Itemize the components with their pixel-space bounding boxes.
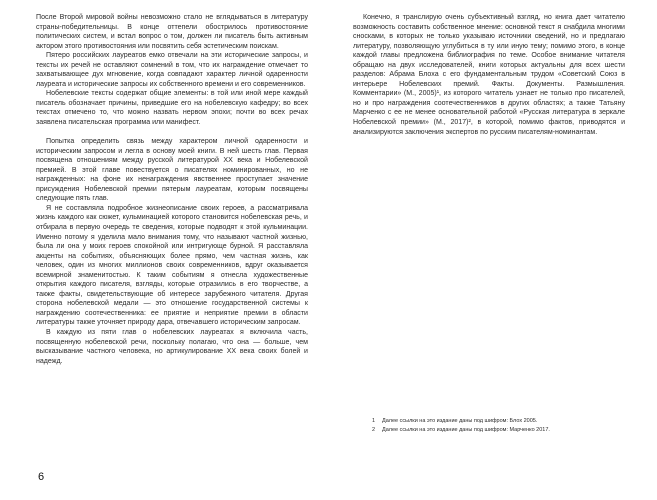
right-page-text — [353, 13, 625, 137]
paragraph: Пятеро российских лауреатов емко отвечали на эти исторические запросы, и тексты их речей не оставляют сомнений в том, что их награждение отмечает то захватывающее дух мгновение, когда совпадают характер личной одаренности лауреата и исторические запросы их собственного времени и его современников. — [36, 52, 308, 88]
paragraph: Нобелевские тексты содержат общие элементы: в той или иной мере каждый писатель обозначает причины, приведшие его на нобелевскую кафедру; во всех текстах отмечено то, что можно назвать нервом эпохи; почти во всех речах заявлена писательская программа или манифест. — [36, 90, 308, 127]
footnote — [372, 426, 632, 435]
paragraph: Конечно, я транслирую очень субъективный взгляд, но книга дает читателю возможность составить собственное мнение: основной текст я снабдила многими сносками, в которых не только указываю источники сведений, но и предлагаю литературу, позволяющую углубиться в ту или иную тему; помимо этого, в конце каждой главы предложена библиография по теме. Особое внимание читателя обращаю на двух исследователей, книги которых актуальны для всех шести разделов: Абрама Блоха с его фундаментальным трудом «Советский Союз в интерьере Нобелевских премий. Факты. Документы. Размышления. Комментарии» (М., 2005)¹, из которого читатель узнает не только про писателей, но и про награждения соотечественников в других областях; а также Татьяну Марченко с ее не менее основательной работой «Русская литература в зеркале Нобелевской премии» (М., 2017)², в которой, помимо фактов, приводятся и анализируются заключения экспертов по русским писателям-номинантам. — [353, 14, 625, 136]
page-number: 6 — [38, 471, 45, 483]
footnote-text: Далее ссылки на это издание даны под шифром: Марченко 2017. — [382, 426, 550, 433]
paragraph: Я не составляла подробное жизнеописание своих героев, а рассматривала жизнь каждого как сюжет, кульминацией которого становится нобелевская речь, и отбирала в первую очередь те сведения, которые подводят к этой кульминации. Именно потому я уделила мало внимания тому, что называют частной жизнью, была ли она у моих героев спокойной или интригующе бурной. Я расставляла акценты на событиях, объясняющих более прямо, чем частная жизнь, как человек, один из многих миллионов своих современников, вдруг оказывается всемирной знаменитостью. К таким событиям я отнесла художественные открытия каждого писателя, взгляды, которые отразились в его творчестве, а также факты, свидетельствующие об интересе зарубежного читателя. Другая сторона нобелевской медали — это отношение государственной системы к награждению соотечественника: ее приятие и неприятие премии в области литературы также уточняет природу дара, отвечавшего историческим запросам. — [36, 204, 308, 327]
footnotes — [372, 417, 632, 434]
paragraph: Попытка определить связь между характером личной одаренности и историческим запросом и легла в основу моей книги. В ней шесть глав. Первая посвящена отношениям между русской литературой XX века и Нобелевской премией. В этой главе повествуется о писателях номинированных, но не награжденных: на фоне их ненаграждения явственнее проступает значение присуждения Нобелевской премии пятерым лауреатам, которым посвящены следующие пять глав. — [36, 138, 308, 203]
footnote-number: 2 — [372, 426, 376, 433]
left-page-text — [36, 13, 308, 366]
paragraph: После Второй мировой войны невозможно стало не вглядываться в литературу страны-победительницы. В конце оттепели обострилось противостояние политических систем, и встал вопрос о том, должен ли писатель быть активным актором этого противостояния или посвятить себя эстетическим поискам. — [36, 14, 308, 50]
footnote-text: Далее ссылки на это издание даны под шифром: Блох 2005. — [382, 418, 538, 424]
footnote-number: 1 — [372, 418, 376, 424]
paragraph: В каждую из пяти глав о нобелевских лауреатах я включила часть, посвященную нобелевской речи, поскольку полагаю, что она — больше, чем высказывание частного человека, но артикулирование XX века своих болей и надежд. — [36, 329, 308, 365]
footnote — [372, 417, 632, 426]
